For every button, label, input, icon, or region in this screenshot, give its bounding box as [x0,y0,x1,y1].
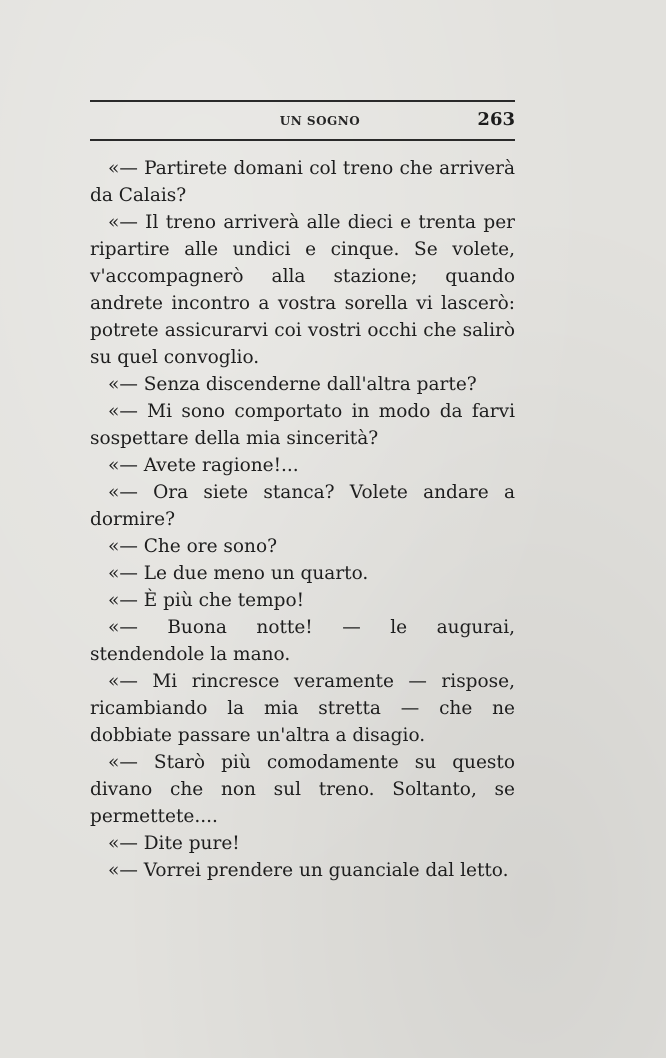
paragraph: «— Dite pure! [108,833,240,854]
header-rule-top [90,100,515,102]
paragraph: «— Mi rincresce veramente — rispose, ricambiando la mia stretta — che ne dobbiate passare un'altra a disagio. [90,671,515,746]
paragraph: «— Vorrei prendere un guanciale dal letto. [108,860,509,881]
page-number: 263 [477,109,515,130]
paragraph: «— Mi sono comportato in modo da farvi sospettare della mia sincerità? [90,401,515,449]
body-text [90,155,515,884]
paragraph: «— Senza discenderne dall'altra parte? [108,374,477,395]
paragraph: «— Partirete domani col treno che arriverà da Calais? [90,158,515,206]
paragraph: «— Starò più comodamente su questo divano che non sul treno. Soltanto, se permettete.... [90,752,515,827]
paragraph: «— Il treno arriverà alle dieci e trenta per ripartire alle undici e cinque. Se volete, v'accompagnerò alla stazione; quando andrete incontro a vostra sorella vi lascerò: potrete assicurarvi coi vostri occhi che salirò su quel convoglio. [90,212,515,368]
paragraph: «— È più che tempo! [108,590,305,611]
running-title: UN SOGNO [279,114,361,128]
paragraph: «— Avete ragione!... [108,455,299,476]
header-rule-bottom [90,139,515,141]
paragraph: «— Buona notte! — le augurai, stendendole la mano. [90,617,515,665]
paragraph: «— Che ore sono? [108,536,278,557]
paragraph: «— Ora siete stanca? Volete andare a dormire? [90,482,515,530]
paragraph: «— Le due meno un quarto. [108,563,369,584]
